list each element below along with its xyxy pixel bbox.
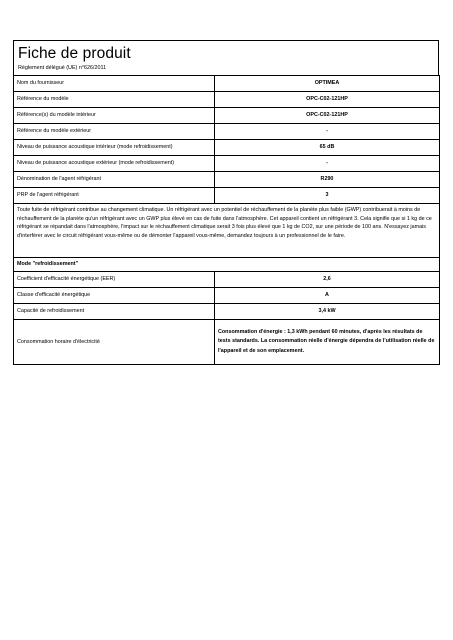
table-row-supplier [14,76,440,92]
row-label: Dénomination de l'agent réfrigérant [14,172,215,188]
table-row-gwp [14,188,440,204]
refrigerant-note: Toute fuite de réfrigérant contribue au changement climatique. Un réfrigérant avec un potentiel de réchauffement de la planète plus faible (GWP) contribuerait à moins de réchauffement de la planète qu'un réfrigérant avec un GWP plus élevé en cas de fuite dans l'atmosphère. Cet appareil contient un réfrigérant 3. Cela signifie que si 1 kg de ce réfrigérant se répandait dans l'atmosphère, l'impact sur le réchauffement climatique serait 3 fois plus élevé que 1 kg de CO2, sur une période de 100 ans. N'essayez jamais d'interférer avec le circuit réfrigérant vous-même ou de démonter l'appareil vous-même, demandez toujours à un professionnel de le faire. [14,204,440,258]
product-sheet [13,40,439,365]
row-label: PRP de l'agent réfrigérant [14,188,215,204]
table-row-capacity [14,304,440,320]
table-row-eer [14,272,440,288]
row-label: Capacité de refroidissement [14,304,215,320]
table-row-refrigerant [14,172,440,188]
table-row-indoor-noise [14,140,440,156]
row-value: 65 dB [215,140,440,156]
row-label: Consommation horaire d'électricité [14,320,215,365]
table-row-energy-class [14,288,440,304]
row-value: OPC-C02-121HP [215,108,440,124]
table-row-mode [14,258,440,272]
row-label: Niveau de puissance acoustique intérieur (mode refroidissement) [14,140,215,156]
sheet-header [13,40,439,75]
row-label: Nom du fournisseur [14,76,215,92]
row-value: R290 [215,172,440,188]
table-row-indoor-model [14,108,440,124]
row-label: Référence du modèle [14,92,215,108]
table-row-note [14,204,440,258]
row-value: Consommation d'énergie : 1,3 kWh pendant 60 minutes, d'après les résultats de tests standards. La consommation réelle d'énergie dépendra de l'utilisation réelle de l'appareil et de son emplacement. [215,320,440,365]
page-title: Fiche de produit [18,45,131,62]
row-label: Coefficient d'efficacité énergétique (EER) [14,272,215,288]
table-row-outdoor-model [14,124,440,140]
row-value: - [215,156,440,172]
row-value: 3,4 kW [215,304,440,320]
row-label: Classe d'efficacité énergétique [14,288,215,304]
row-value: OPTIMEA [215,76,440,92]
row-value: 3 [215,188,440,204]
row-label: Référence du modèle extérieur [14,124,215,140]
row-value: A [215,288,440,304]
row-value: 2,6 [215,272,440,288]
product-table [13,75,440,365]
table-row-outdoor-noise [14,156,440,172]
table-row-consumption [14,320,440,365]
table-row-model [14,92,440,108]
row-label: Référence(s) du modèle intérieur [14,108,215,124]
regulation-reference: Règlement délégué (UE) n°626/2011 [18,65,107,71]
row-value: OPC-C02-121HP [215,92,440,108]
row-value: - [215,124,440,140]
row-label: Niveau de puissance acoustique extérieur (mode refroidissement) [14,156,215,172]
section-heading: Mode "refroidissement" [14,258,440,272]
